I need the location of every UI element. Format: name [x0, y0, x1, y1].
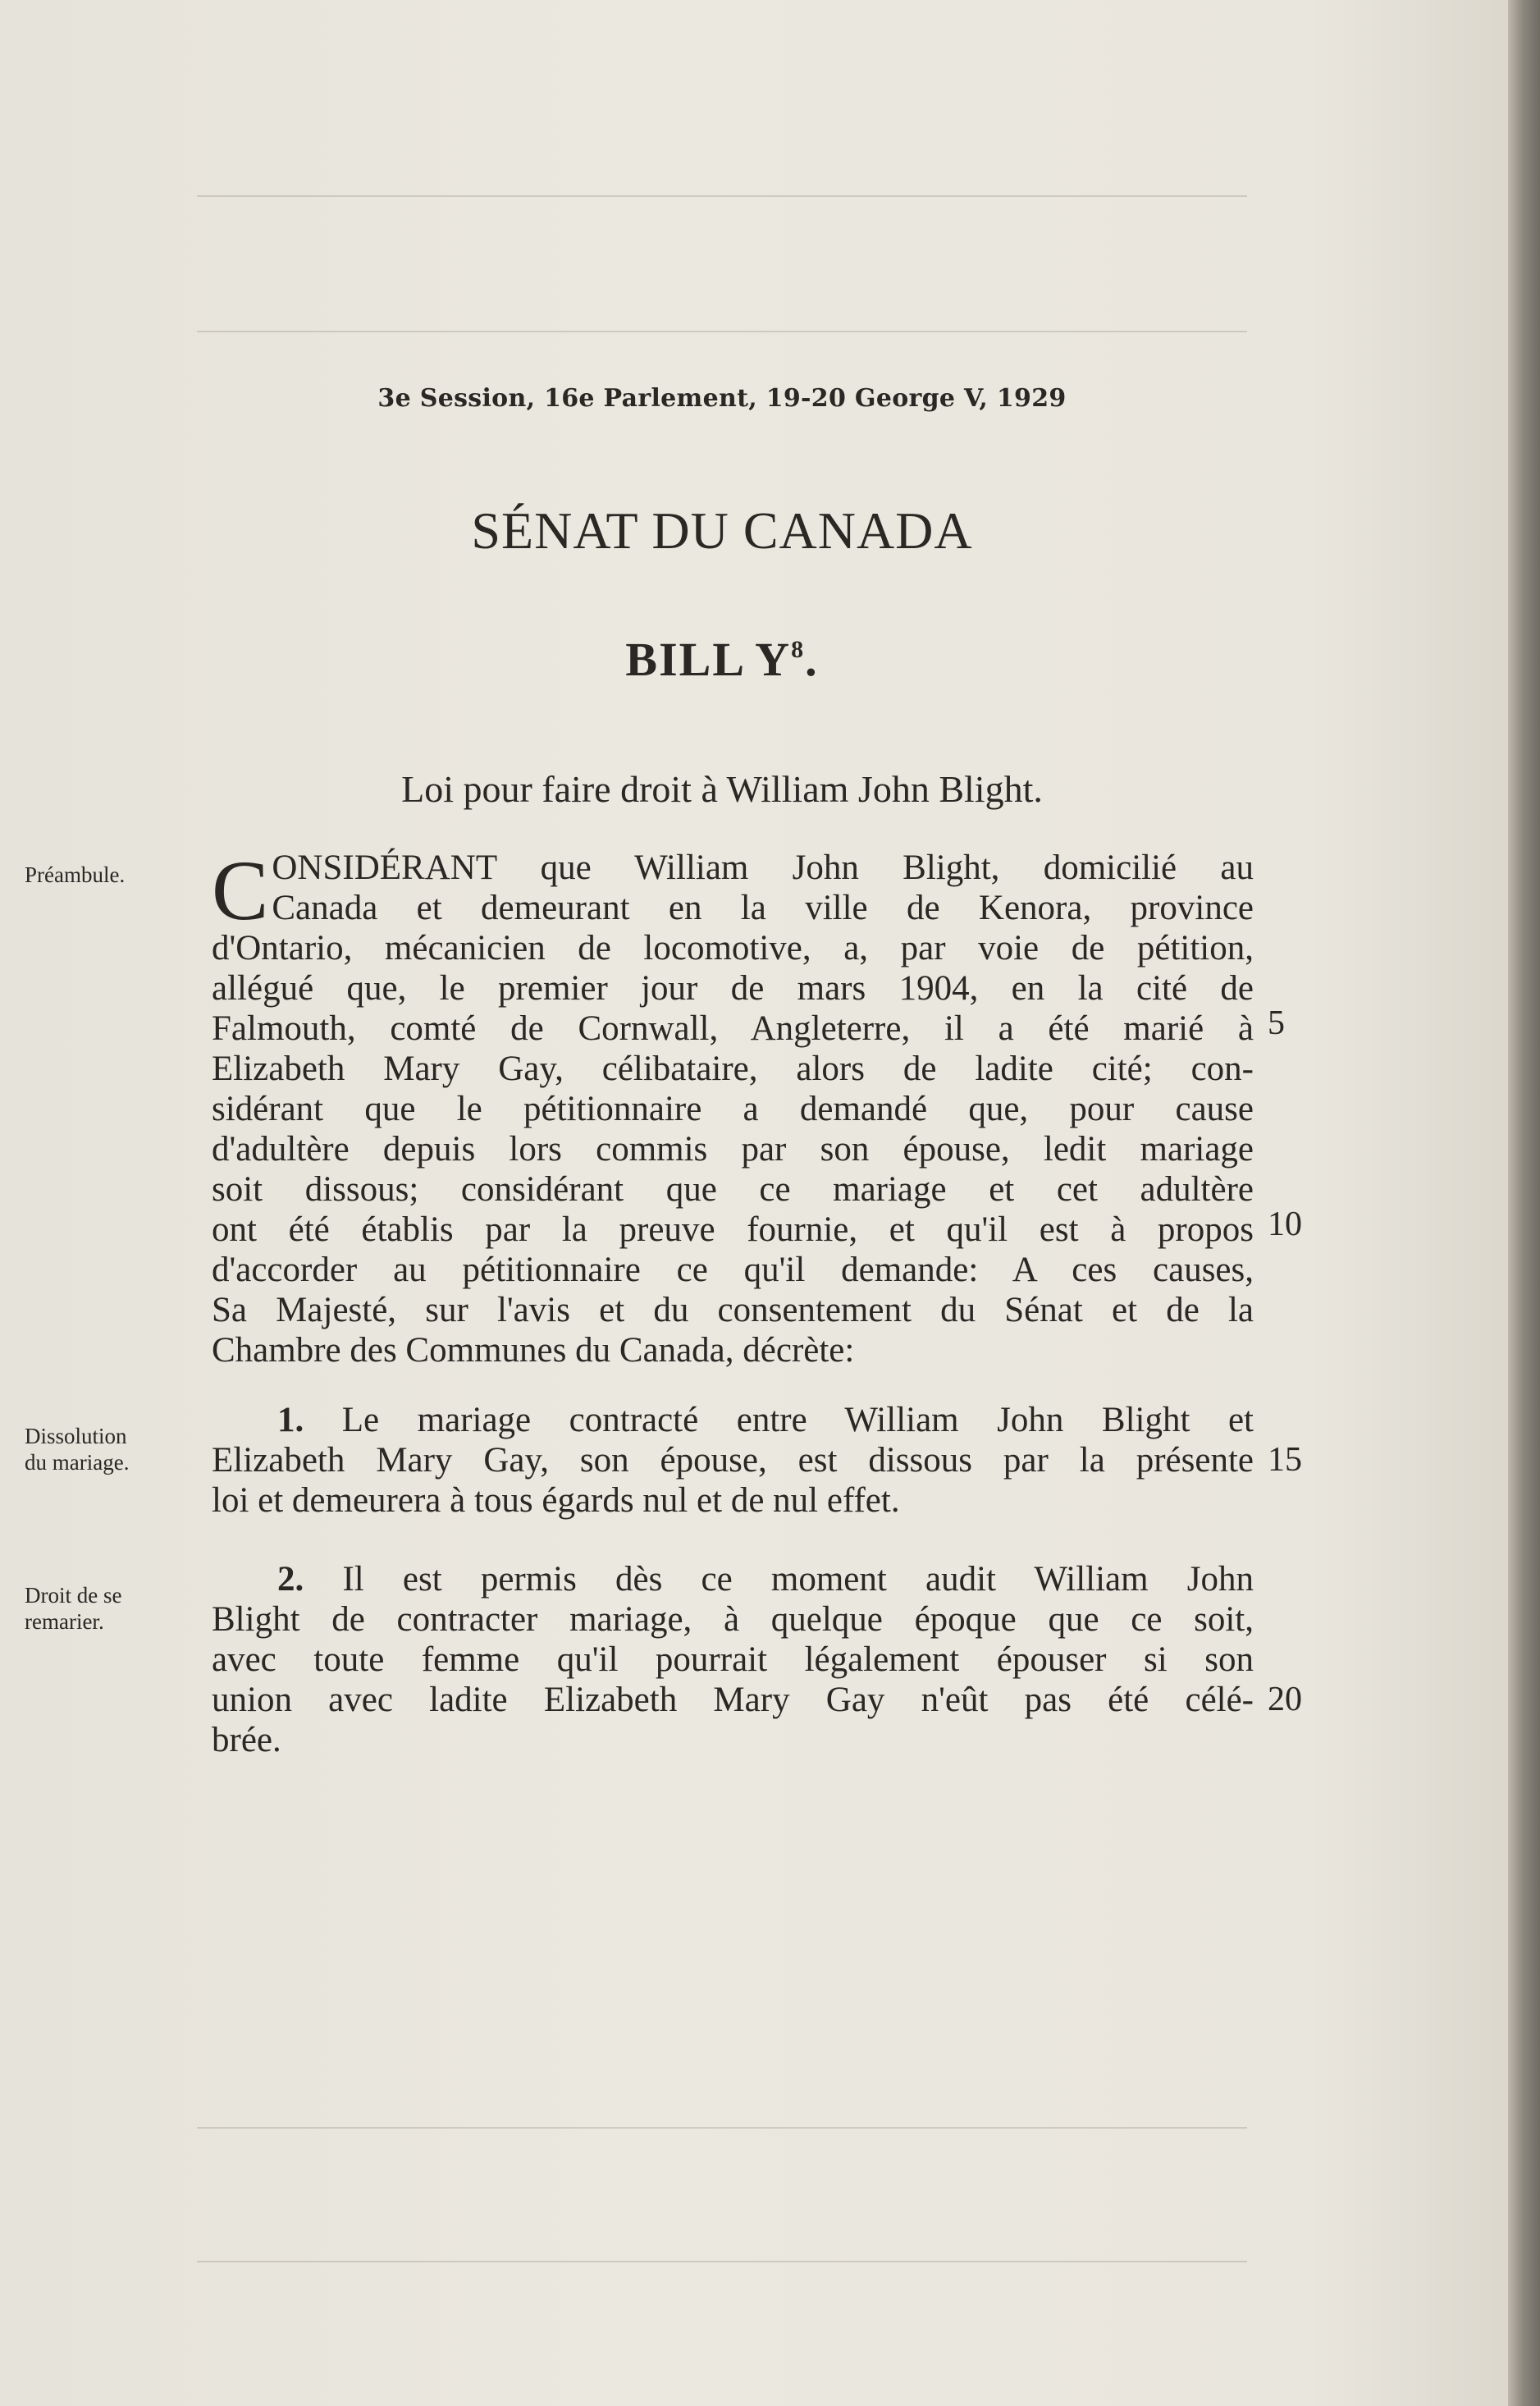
text-line: Falmouth, comté de Cornwall, Angleterre, il a été marié à: [212, 1009, 1254, 1048]
text-line: sidérant que le pétitionnaire a demandé que, pour cause: [212, 1090, 1254, 1128]
text-line: ONSIDÉRANT que William John Blight, domicilié au: [272, 849, 1254, 887]
drop-cap: C: [212, 844, 269, 938]
bill-label: BILL Y: [625, 633, 792, 686]
bill-title: [0, 632, 1444, 687]
text-line: allégué que, le premier jour de mars 1904, en la cité de: [212, 969, 1254, 1008]
margin-note-dissolution: [25, 1423, 181, 1475]
text-line: union avec ladite Elizabeth Mary Gay n'eût pas été célé-: [212, 1681, 1254, 1719]
section-2-paragraph: [212, 1559, 1254, 1760]
bleed-rule: [197, 331, 1247, 332]
bill-superscript: 8: [791, 636, 806, 663]
line-number: 15: [1268, 1441, 1302, 1479]
page-binding-edge: [1508, 0, 1540, 2406]
text-line: Sa Majesté, sur l'avis et du consentement du Sénat et de la: [212, 1291, 1254, 1329]
preamble-paragraph: [212, 844, 1254, 1370]
bill-subtitle: Loi pour faire droit à William John Blight.: [401, 768, 1043, 810]
margin-note-line: Droit de se: [25, 1583, 122, 1608]
margin-note-remarry: [25, 1582, 181, 1635]
margin-note-preamble: Préambule.: [25, 862, 126, 887]
section-1-paragraph: [212, 1400, 1254, 1521]
text-line: Chambre des Communes du Canada, décrète:: [212, 1331, 855, 1370]
text-line: Elizabeth Mary Gay, célibataire, alors de ladite cité; con-: [212, 1050, 1254, 1088]
text-line: brée.: [212, 1721, 281, 1759]
text-line: loi et demeurera à tous égards nul et de nul effet.: [212, 1481, 900, 1520]
text-line: d'Ontario, mécanicien de locomotive, a, par voie de pétition,: [212, 929, 1254, 967]
margin-note-line: remarier.: [25, 1609, 104, 1634]
line-number: 5: [1268, 1004, 1285, 1042]
text-line: [212, 1400, 1254, 1440]
line-number: 20: [1268, 1681, 1302, 1718]
margin-note-line: Dissolution: [25, 1424, 127, 1448]
text-line: d'accorder au pétitionnaire ce qu'il demande: A ces causes,: [212, 1251, 1254, 1289]
section-number: 1.: [277, 1401, 304, 1439]
text-line: Canada et demeurant en la ville de Kenora, province: [272, 889, 1254, 927]
text-line: avec toute femme qu'il pourrait légalement épouser si son: [212, 1640, 1254, 1679]
section-text: Il est permis dès ce moment audit William John: [342, 1560, 1254, 1599]
bleed-rule: [197, 195, 1247, 197]
text-line: [212, 1559, 1254, 1599]
bleed-rule: [197, 2261, 1247, 2262]
section-number: 2.: [277, 1560, 304, 1599]
bleed-rule: [197, 2127, 1247, 2129]
session-line: 3e Session, 16e Parlement, 19-20 George V, 1929: [377, 384, 1067, 413]
bill-suffix: .: [805, 633, 819, 686]
text-line: ont été établis par la preuve fournie, et qu'il est à propos: [212, 1210, 1254, 1249]
text-line: soit dissous; considérant que ce mariage et cet adultère: [212, 1170, 1254, 1209]
margin-note-line: du mariage.: [25, 1450, 130, 1475]
text-line: Blight de contracter mariage, à quelque époque que ce soit,: [212, 1600, 1254, 1639]
line-number: 10: [1268, 1205, 1302, 1243]
chamber-title: SÉNAT DU CANADA: [471, 501, 973, 560]
text-line: d'adultère depuis lors commis par son épouse, ledit mariage: [212, 1130, 1254, 1169]
section-text: Le mariage contracté entre William John Blight et: [341, 1401, 1254, 1439]
text-line: Elizabeth Mary Gay, son épouse, est dissous par la présente: [212, 1441, 1254, 1480]
